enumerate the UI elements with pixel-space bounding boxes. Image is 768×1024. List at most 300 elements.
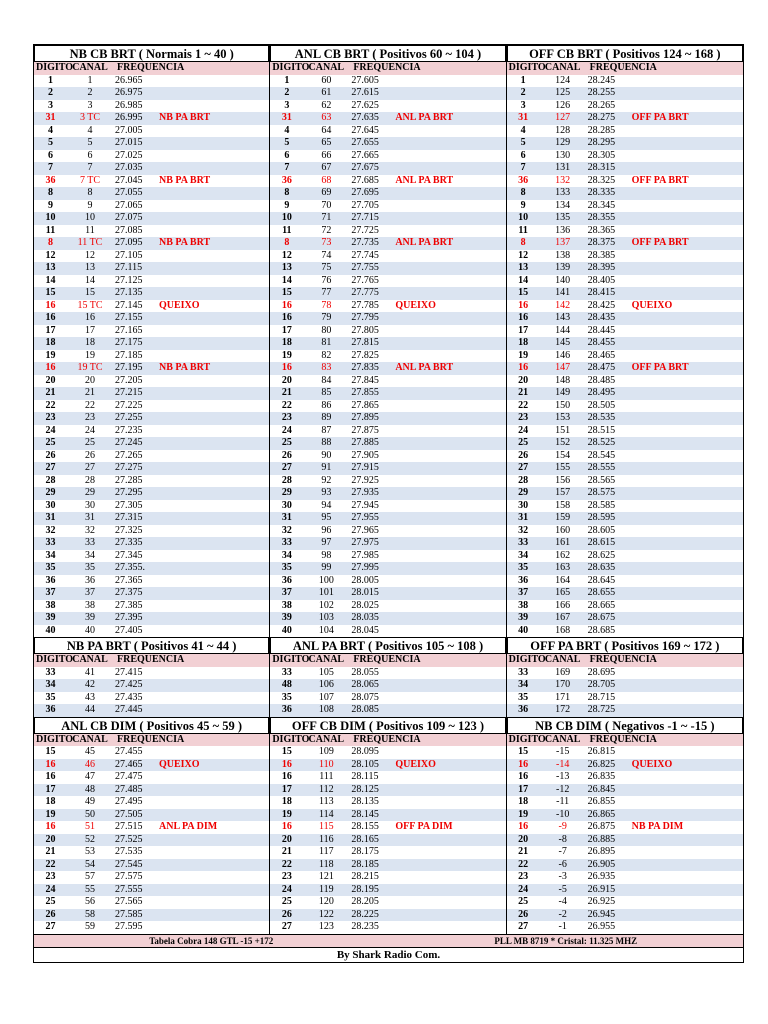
channel-cell: 160 bbox=[555, 524, 571, 536]
digit-cell: 16 bbox=[518, 299, 529, 311]
frequency-cell: 26.825 bbox=[587, 758, 616, 770]
channel-cell: 75 bbox=[321, 262, 332, 273]
note-cell: ANL PA BRT bbox=[395, 237, 454, 248]
digit-cell: 36 bbox=[518, 174, 529, 186]
digit-cell: 16 bbox=[45, 299, 56, 311]
table-row bbox=[270, 437, 505, 450]
channel-cell: 95 bbox=[321, 512, 332, 523]
table-row bbox=[34, 387, 269, 400]
table-row bbox=[34, 325, 269, 338]
digit-cell: 31 bbox=[281, 512, 292, 523]
note-cell bbox=[391, 262, 505, 275]
channel-cell: 3 bbox=[87, 99, 93, 111]
note-cell bbox=[391, 162, 505, 175]
table-row bbox=[507, 625, 743, 638]
table-row bbox=[34, 500, 269, 513]
digit-cell: 7 bbox=[520, 162, 526, 173]
frequency-cell: 27.275 bbox=[115, 462, 143, 473]
channel-cell: 118 bbox=[319, 858, 334, 870]
digit-cell: 40 bbox=[45, 624, 56, 636]
channel-cell: 71 bbox=[321, 212, 332, 223]
digit-cell: 21 bbox=[281, 846, 292, 857]
channel-cell: 43 bbox=[85, 691, 95, 703]
frequency-cell: 26.965 bbox=[115, 74, 143, 86]
channel-cell: 152 bbox=[555, 437, 571, 448]
note-cell bbox=[628, 287, 743, 300]
channel-cell: 55 bbox=[85, 883, 95, 895]
channel-section bbox=[270, 45, 506, 637]
channel-cell: 108 bbox=[318, 704, 334, 715]
note-cell bbox=[155, 692, 269, 705]
table-row bbox=[507, 137, 743, 150]
note-cell bbox=[628, 412, 743, 425]
frequency-cell: 28.365 bbox=[587, 224, 616, 236]
note-cell bbox=[391, 550, 505, 563]
note-cell bbox=[155, 350, 269, 363]
header-digito: DIGITO bbox=[508, 654, 546, 665]
channel-cell: 80 bbox=[321, 324, 332, 336]
digit-cell: 16 bbox=[281, 771, 292, 782]
note-cell: NB PA BRT bbox=[159, 112, 211, 123]
note-cell bbox=[155, 412, 269, 425]
frequency-cell: 28.325 bbox=[587, 174, 616, 186]
note-cell bbox=[628, 487, 743, 500]
digit-cell: 38 bbox=[281, 599, 292, 611]
frequency-cell: 27.215 bbox=[115, 387, 143, 398]
frequency-cell: 27.735 bbox=[351, 237, 379, 248]
frequency-cell: 27.695 bbox=[351, 187, 379, 198]
digit-cell: 16 bbox=[518, 821, 529, 832]
footer-pll: PLL MB 8719 * Cristal: 11.325 MHZ bbox=[494, 935, 638, 946]
table-row bbox=[507, 859, 743, 872]
table-row bbox=[34, 846, 269, 859]
note-cell bbox=[391, 287, 505, 300]
frequency-cell: 27.385 bbox=[115, 599, 143, 611]
digit-cell: 34 bbox=[518, 679, 529, 690]
note-cell bbox=[391, 796, 505, 809]
channel-cell: 103 bbox=[318, 612, 334, 623]
note-cell bbox=[628, 125, 743, 138]
table-row bbox=[507, 412, 743, 425]
channel-cell: 6 bbox=[87, 149, 93, 161]
channel-cell: 53 bbox=[85, 846, 95, 857]
table-row bbox=[34, 337, 269, 350]
frequency-cell: 26.905 bbox=[587, 858, 616, 870]
frequency-cell: 27.645 bbox=[351, 124, 379, 136]
note-cell bbox=[155, 871, 269, 884]
digit-cell: 12 bbox=[281, 249, 292, 261]
digit-cell: 19 bbox=[281, 349, 292, 361]
digit-cell: 26 bbox=[45, 449, 56, 461]
channel-cell: 67 bbox=[321, 162, 332, 173]
table-row bbox=[507, 500, 743, 513]
frequency-cell: 26.855 bbox=[587, 796, 616, 807]
table-row bbox=[507, 884, 743, 897]
frequency-cell: 27.205 bbox=[115, 374, 143, 386]
note-cell bbox=[155, 287, 269, 300]
digit-cell: 16 bbox=[45, 821, 56, 832]
note-cell bbox=[391, 896, 505, 909]
digit-cell: 38 bbox=[45, 599, 56, 611]
table-row bbox=[270, 275, 505, 288]
digit-cell: 25 bbox=[518, 896, 529, 907]
table-row bbox=[507, 575, 743, 588]
frequency-cell: 28.315 bbox=[587, 162, 616, 173]
table-row bbox=[34, 100, 269, 113]
frequency-cell: 28.275 bbox=[587, 112, 616, 123]
digit-cell: 24 bbox=[518, 424, 529, 436]
digit-cell: 26 bbox=[45, 908, 56, 920]
section-title: OFF CB DIM ( Positivos 109 ~ 123 ) bbox=[270, 717, 505, 734]
note-cell bbox=[391, 537, 505, 550]
digit-cell: 33 bbox=[281, 537, 292, 548]
frequency-cell: 27.015 bbox=[115, 137, 143, 148]
note-cell bbox=[628, 475, 743, 488]
digit-cell: 36 bbox=[45, 574, 56, 586]
frequency-cell: 28.145 bbox=[351, 808, 379, 820]
table-row bbox=[507, 679, 743, 692]
channel-cell: 132 bbox=[555, 174, 571, 186]
channel-cell: 19 TC bbox=[77, 362, 103, 373]
note-cell bbox=[391, 475, 505, 488]
digit-cell: 21 bbox=[45, 387, 56, 398]
column-header bbox=[34, 654, 269, 667]
digit-cell: 32 bbox=[281, 524, 292, 536]
frequency-cell: 28.635 bbox=[587, 562, 616, 573]
table-row bbox=[34, 75, 269, 88]
frequency-cell: 27.835 bbox=[351, 362, 379, 373]
note-cell bbox=[628, 884, 743, 897]
frequency-cell: 28.655 bbox=[587, 587, 616, 598]
frequency-cell: 28.115 bbox=[351, 771, 379, 782]
note-cell bbox=[628, 212, 743, 225]
table-row bbox=[270, 846, 505, 859]
frequency-cell: 27.225 bbox=[115, 399, 143, 411]
channel-cell: 68 bbox=[321, 174, 332, 186]
digit-cell: 24 bbox=[281, 424, 292, 436]
frequency-cell: 27.075 bbox=[115, 212, 143, 223]
frequency-cell: 27.745 bbox=[351, 249, 379, 261]
table-row bbox=[270, 834, 505, 847]
digit-cell: 34 bbox=[281, 549, 292, 561]
note-cell bbox=[628, 562, 743, 575]
digit-cell: 18 bbox=[281, 796, 292, 807]
digit-cell: 23 bbox=[518, 412, 529, 423]
frequency-cell: 27.785 bbox=[351, 299, 379, 311]
digit-cell: 40 bbox=[518, 624, 529, 636]
channel-cell: 149 bbox=[555, 387, 571, 398]
table-row bbox=[34, 537, 269, 550]
note-cell bbox=[628, 909, 743, 922]
note-cell bbox=[391, 871, 505, 884]
table-row bbox=[507, 909, 743, 922]
channel-cell: 28 bbox=[85, 474, 95, 486]
channel-cell: 78 bbox=[321, 299, 332, 311]
channel-cell: 100 bbox=[318, 574, 334, 586]
frequency-cell: 27.975 bbox=[351, 537, 379, 548]
channel-cell: 50 bbox=[85, 808, 95, 820]
frequency-cell: 28.465 bbox=[587, 349, 616, 361]
table-row bbox=[270, 562, 505, 575]
note-cell bbox=[155, 75, 269, 88]
table-row bbox=[270, 300, 505, 313]
digit-cell: 15 bbox=[518, 746, 529, 757]
note-cell bbox=[155, 771, 269, 784]
digit-cell: 25 bbox=[518, 437, 529, 448]
digit-cell: 22 bbox=[281, 858, 292, 870]
channel-cell: 18 bbox=[85, 337, 95, 348]
table-row bbox=[507, 821, 743, 834]
section-title: ANL CB BRT ( Positivos 60 ~ 104 ) bbox=[270, 45, 505, 62]
header-freq: FREQUENCIA bbox=[117, 733, 185, 745]
channel-cell: 144 bbox=[555, 324, 571, 336]
note-cell bbox=[628, 679, 743, 692]
channel-cell: 57 bbox=[85, 871, 95, 882]
note-cell bbox=[155, 796, 269, 809]
digit-cell: 35 bbox=[281, 691, 292, 703]
table-row bbox=[270, 679, 505, 692]
table-row bbox=[507, 175, 743, 188]
note-cell: QUEIXO bbox=[395, 299, 436, 311]
channel-cell: 15 TC bbox=[77, 299, 103, 311]
channel-cell: 63 bbox=[321, 112, 332, 123]
table-row bbox=[507, 325, 743, 338]
digit-cell: 10 bbox=[45, 212, 56, 223]
note-cell bbox=[155, 525, 269, 538]
header-digito: DIGITO bbox=[272, 733, 310, 745]
table-row bbox=[507, 187, 743, 200]
note-cell: NB PA BRT bbox=[159, 237, 211, 248]
channel-cell: 148 bbox=[555, 374, 571, 386]
channel-cell: 138 bbox=[555, 249, 571, 261]
digit-cell: 12 bbox=[45, 249, 56, 261]
frequency-cell: 27.375 bbox=[115, 587, 143, 598]
frequency-cell: 28.535 bbox=[587, 412, 616, 423]
frequency-cell: 27.965 bbox=[351, 524, 379, 536]
digit-cell: 22 bbox=[45, 858, 56, 870]
table-row bbox=[270, 87, 505, 100]
table-row bbox=[270, 162, 505, 175]
channel-cell: 86 bbox=[321, 399, 332, 411]
note-cell bbox=[628, 871, 743, 884]
channel-cell: -8 bbox=[558, 833, 567, 845]
column-header bbox=[34, 62, 269, 75]
digit-cell: 20 bbox=[281, 374, 292, 386]
table-row bbox=[507, 237, 743, 250]
header-canal: CANAL bbox=[544, 733, 581, 745]
frequency-cell: 28.005 bbox=[351, 574, 379, 586]
note-cell bbox=[391, 500, 505, 513]
table-row bbox=[34, 667, 269, 680]
note-cell: ANL PA DIM bbox=[159, 821, 218, 832]
channel-cell: 81 bbox=[321, 337, 332, 348]
frequency-cell: 27.925 bbox=[351, 474, 379, 486]
frequency-cell: 27.455 bbox=[115, 746, 143, 757]
channel-cell: 17 bbox=[85, 324, 95, 336]
channel-cell: 44 bbox=[85, 704, 95, 715]
digit-cell: 28 bbox=[518, 474, 529, 486]
table-row bbox=[507, 375, 743, 388]
channel-cell: 115 bbox=[319, 821, 334, 832]
frequency-cell: 28.215 bbox=[351, 871, 379, 882]
table-row bbox=[270, 262, 505, 275]
channel-cell: 47 bbox=[85, 771, 95, 782]
frequency-cell: 28.375 bbox=[587, 237, 616, 248]
table-row bbox=[34, 187, 269, 200]
header-digito: DIGITO bbox=[36, 654, 74, 665]
note-cell bbox=[155, 375, 269, 388]
note-cell: ANL PA BRT bbox=[395, 112, 454, 123]
digit-cell: 23 bbox=[45, 412, 56, 423]
digit-cell: 19 bbox=[45, 808, 56, 820]
table-row bbox=[34, 784, 269, 797]
digit-cell: 5 bbox=[284, 137, 290, 148]
note-cell bbox=[628, 550, 743, 563]
frequency-cell: 27.485 bbox=[115, 783, 143, 795]
note-cell bbox=[628, 834, 743, 847]
note-cell: NB PA BRT bbox=[159, 362, 211, 373]
table-row bbox=[34, 225, 269, 238]
table-row bbox=[270, 325, 505, 338]
table-row bbox=[507, 100, 743, 113]
digit-cell: 25 bbox=[281, 437, 292, 448]
digit-cell: 27 bbox=[45, 921, 56, 932]
frequency-cell: 27.705 bbox=[351, 199, 379, 211]
table-row bbox=[270, 500, 505, 513]
table-row bbox=[270, 475, 505, 488]
note-cell bbox=[155, 125, 269, 138]
channel-cell: 60 bbox=[321, 74, 332, 86]
note-cell bbox=[155, 437, 269, 450]
note-cell bbox=[628, 667, 743, 680]
digit-cell: 33 bbox=[281, 666, 292, 678]
channel-cell: 114 bbox=[319, 808, 334, 820]
channel-cell: 105 bbox=[318, 666, 334, 678]
digit-cell: 8 bbox=[48, 237, 53, 248]
channel-cell: 34 bbox=[85, 549, 95, 561]
digit-cell: 27 bbox=[518, 921, 529, 932]
channel-cell: 87 bbox=[321, 424, 332, 436]
digit-cell: 20 bbox=[45, 833, 56, 845]
table-row bbox=[270, 312, 505, 325]
frequency-cell: 27.335 bbox=[115, 537, 143, 548]
frequency-cell: 28.705 bbox=[587, 679, 616, 690]
section-row bbox=[34, 45, 743, 637]
digit-cell: 27 bbox=[281, 462, 292, 473]
channel-cell: -3 bbox=[558, 871, 567, 882]
digit-cell: 12 bbox=[518, 249, 529, 261]
digit-cell: 15 bbox=[281, 287, 292, 298]
channel-cell: 104 bbox=[318, 624, 334, 636]
frequency-cell: 27.035 bbox=[115, 162, 143, 173]
table-row bbox=[507, 87, 743, 100]
table-row bbox=[34, 87, 269, 100]
digit-cell: 4 bbox=[520, 124, 526, 136]
digit-cell: 6 bbox=[520, 149, 526, 161]
note-cell bbox=[391, 275, 505, 288]
channel-cell: -4 bbox=[558, 896, 567, 907]
frequency-cell: 26.985 bbox=[115, 99, 143, 111]
channel-cell: -14 bbox=[555, 758, 570, 770]
table-row bbox=[34, 475, 269, 488]
note-cell bbox=[391, 612, 505, 625]
channel-cell: 20 bbox=[85, 374, 95, 386]
note-cell bbox=[391, 450, 505, 463]
frequency-cell: 26.975 bbox=[115, 87, 143, 98]
table-row bbox=[270, 112, 505, 125]
section-title: ANL CB DIM ( Positivos 45 ~ 59 ) bbox=[34, 717, 269, 734]
frequency-cell: 27.565 bbox=[115, 896, 143, 907]
table-row bbox=[34, 437, 269, 450]
note-cell bbox=[155, 87, 269, 100]
channel-cell: 7 bbox=[87, 162, 93, 173]
channel-cell: 122 bbox=[318, 908, 334, 920]
frequency-cell: 27.475 bbox=[115, 771, 143, 782]
frequency-cell: 26.895 bbox=[587, 846, 616, 857]
frequency-cell: 27.175 bbox=[115, 337, 143, 348]
table-row bbox=[34, 525, 269, 538]
frequency-cell: 27.685 bbox=[351, 174, 379, 186]
frequency-cell: 28.455 bbox=[587, 337, 616, 348]
table-row bbox=[507, 550, 743, 563]
channel-cell: 15 bbox=[85, 287, 95, 298]
note-cell bbox=[155, 250, 269, 263]
frequency-cell: 27.985 bbox=[351, 549, 379, 561]
digit-cell: 23 bbox=[281, 412, 292, 423]
channel-cell: -15 bbox=[555, 746, 570, 757]
digit-cell: 18 bbox=[45, 337, 56, 348]
channel-cell: -10 bbox=[555, 808, 570, 820]
table-row bbox=[507, 921, 743, 934]
note-cell bbox=[155, 704, 269, 717]
digit-cell: 13 bbox=[45, 262, 56, 273]
digit-cell: 20 bbox=[45, 374, 56, 386]
table-row bbox=[270, 746, 505, 759]
table-row bbox=[270, 550, 505, 563]
table-row bbox=[507, 275, 743, 288]
note-cell bbox=[391, 667, 505, 680]
channel-cell: -12 bbox=[555, 783, 570, 795]
table-row bbox=[507, 512, 743, 525]
digit-cell: 16 bbox=[45, 312, 56, 323]
note-cell: NB PA BRT bbox=[159, 174, 211, 186]
channel-cell: 41 bbox=[85, 666, 95, 678]
table-row bbox=[507, 871, 743, 884]
frequency-cell: 27.135 bbox=[115, 287, 143, 298]
table-row bbox=[34, 200, 269, 213]
table-row bbox=[34, 909, 269, 922]
digit-cell: 27 bbox=[45, 462, 56, 473]
digit-cell: 31 bbox=[518, 512, 529, 523]
channel-cell: 123 bbox=[318, 921, 334, 932]
digit-cell: 22 bbox=[518, 858, 529, 870]
table-row bbox=[507, 846, 743, 859]
channel-cell: 72 bbox=[321, 224, 332, 236]
header-canal: CANAL bbox=[72, 733, 108, 745]
digit-cell: 35 bbox=[281, 562, 292, 573]
header-canal: CANAL bbox=[544, 62, 581, 73]
column-header bbox=[507, 734, 743, 747]
section-title: NB CB DIM ( Negativos -1 ~ -15 ) bbox=[507, 717, 743, 734]
digit-cell: 17 bbox=[281, 324, 292, 336]
table-row bbox=[507, 437, 743, 450]
note-cell bbox=[391, 375, 505, 388]
channel-section bbox=[270, 637, 506, 717]
header-canal: CANAL bbox=[72, 62, 108, 73]
channel-cell: 35 bbox=[85, 562, 95, 573]
table-row bbox=[507, 600, 743, 613]
note-cell bbox=[391, 400, 505, 413]
